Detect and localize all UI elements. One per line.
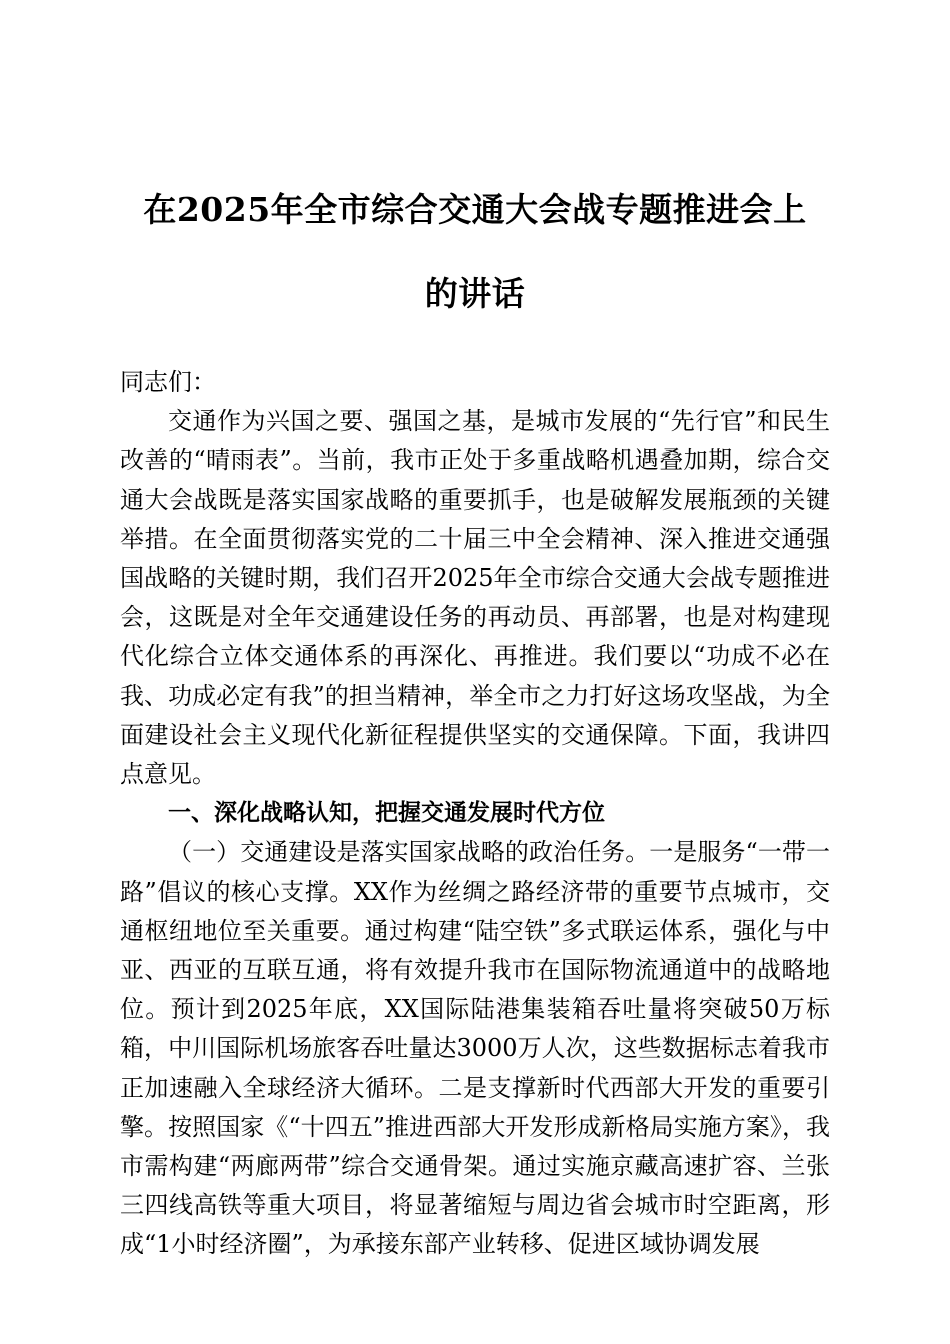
document-body <box>120 363 830 1265</box>
title-line-2: 的讲话 <box>424 274 526 313</box>
title-line-1: 在2025年全市综合交通大会战专题推进会上 <box>143 190 807 229</box>
salutation: 同志们： <box>120 368 216 396</box>
intro-paragraph: 交通作为兴国之要、强国之基，是城市发展的“先行官”和民生改善的“晴雨表”。当前，我市正处于多重战略机遇叠加期，综合交通大会战既是落实国家战略的重要抓手，也是破解发展瓶颈的关键举措。在全面贯彻落实党的二十届三中全会精神、深入推进交通强国战略的关键时期，我们召开2025年全市综合交通大会战专题推进会，这既是对全年交通建设任务的再动员、再部署，也是对构建现代化综合立体交通体系的再深化、再推进。我们要以“功成不必在我、功成必定有我”的担当精神，举全市之力打好这场攻坚战，为全面建设社会主义现代化新征程提供坚实的交通保障。下面，我讲四点意见。 <box>120 407 830 789</box>
section-1-heading: 一、深化战略认知，把握交通发展时代方位 <box>168 800 605 827</box>
section-1-paragraph: （一）交通建设是落实国家战略的政治任务。一是服务“一带一路”倡议的核心支撑。XX作为丝绸之路经济带的重要节点城市，交通枢纽地位至关重要。通过构建“陆空铁”多式联运体系，强化与中亚、西亚的互联互通，将有效提升我市在国际物流通道中的战略地位。预计到2025年底，XX国际陆港集装箱吞吐量将突破50万标箱，中川国际机场旅客吞吐量达3000万人次，这些数据标志着我市正加速融入全球经济大循环。二是支撑新时代西部大开发的重要引擎。按照国家《“十四五”推进西部大开发形成新格局实施方案》，我市需构建“两廊两带”综合交通骨架。通过实施京藏高速扩容、兰张三四线高铁等重大项目，将显著缩短与周边省会城市时空距离，形成“1小时经济圈”，为承接东部产业转移、促进区域协调发展 <box>120 838 830 1259</box>
document-title <box>110 168 840 336</box>
